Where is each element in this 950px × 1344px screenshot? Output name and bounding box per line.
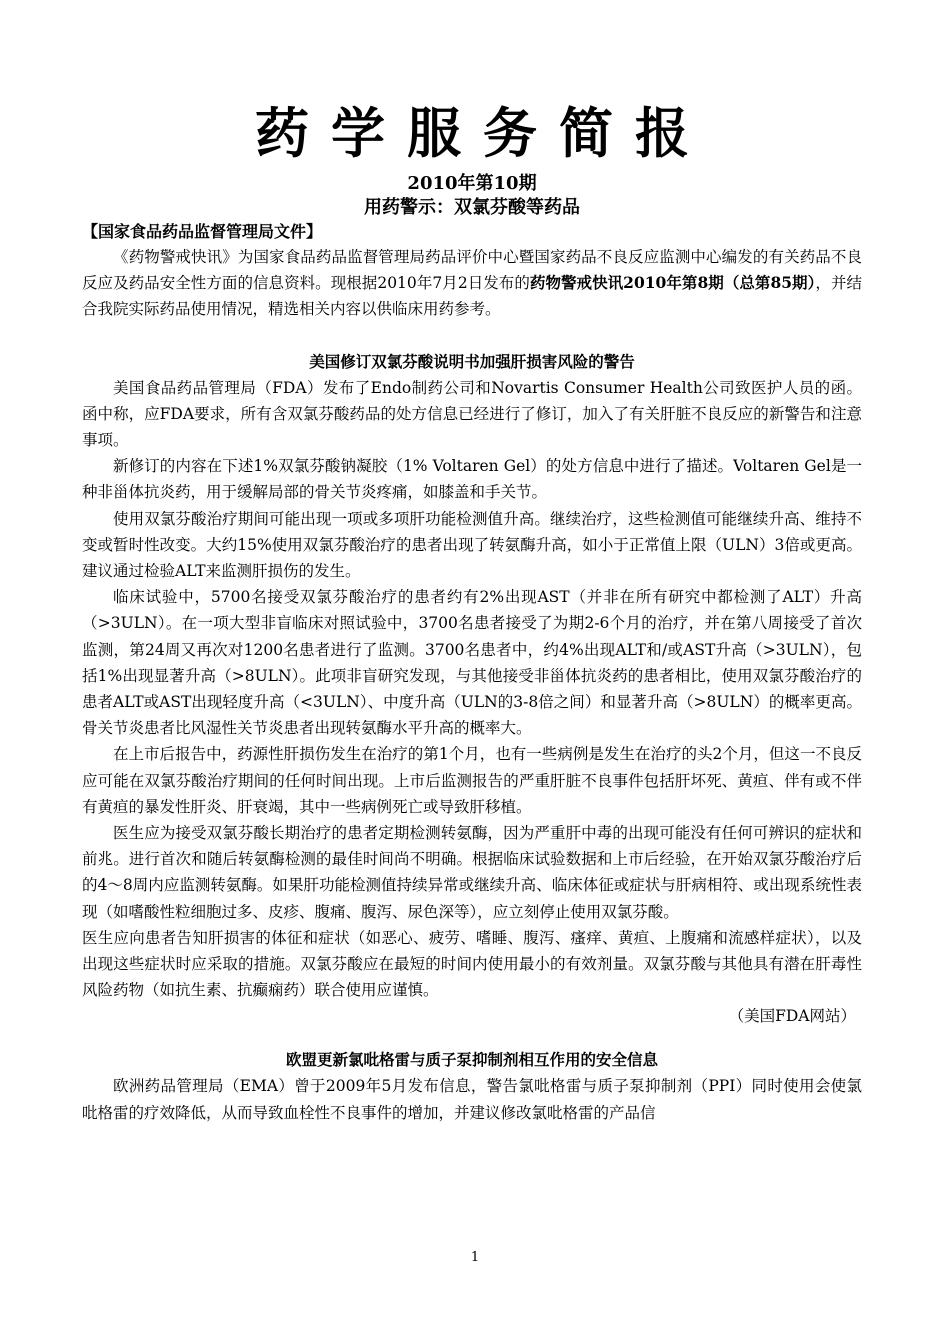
document-page xyxy=(82,98,862,1126)
section1-last-paragraph: 医生应向患者告知肝损害的体征和症状（如恶心、疲劳、嗜睡、腹泻、瘙痒、黄疸、上腹痛和流感样症状），以及出现这些症状时应采取的措施。双氯芬酸应在最短的时间内使用最小的有效剂量。双氯芬酸与其他具有潜在肝毒性风险药物（如抗生素、抗癫痫药）联合使用应谨慎。 xyxy=(82,928,862,1000)
section1-paragraph: 使用双氯芬酸治疗期间可能出现一项或多项肝功能检测值升高。继续治疗，这些检测值可能继续升高、维持不变或暂时性改变。大约15%使用双氯芬酸治疗的患者出现了转氨酶升高，如小于正常值上限（ULN）3倍或更高。建议通过检验ALT来监测肝损伤的发生。 xyxy=(82,509,862,581)
section1-source: （美国FDA网站） xyxy=(728,1007,856,1026)
section2-paragraph: 欧洲药品管理局（EMA）曾于2009年5月发布信息，警告氯吡格雷与质子泵抑制剂（PPI）同时使用会使氯吡格雷的疗效降低，从而导致血栓性不良事件的增加，并建议修改氯吡格雷的产品信 xyxy=(82,1077,862,1122)
intro-paragraph xyxy=(82,244,862,323)
issue-number: 2010年第10期 xyxy=(407,173,537,194)
intro-text-2: ，并结合我院实际药品使用情况，精选相关内容以供临床用药参考。 xyxy=(82,274,862,319)
page-number: 1 xyxy=(470,1250,480,1265)
intro-bold-reference: 药物警戒快讯2010年第8期（总第85期） xyxy=(529,273,816,293)
page-subtitle: 用药警示：双氯芬酸等药品 xyxy=(364,197,580,218)
section2-heading: 欧盟更新氯吡格雷与质子泵抑制剂相互作用的安全信息 xyxy=(285,1050,658,1070)
intro-text-1: 《药物警戒快讯》为国家食品药品监督管理局药品评价中心暨国家药品不良反应监测中心编发的有关药品不良反应及药品安全性方面的信息资料。现根据2010年7月2日发布的 xyxy=(82,248,862,293)
source-label: 【国家食品药品监督管理局文件】 xyxy=(82,222,323,241)
section1-paragraph: 新修订的内容在下述1%双氯芬酸钠凝胶（1% Voltaren Gel）的处方信息中进行了描述。Voltaren Gel是一种非甾体抗炎药，用于缓解局部的骨关节炎疼痛，如膝盖和手关节。 xyxy=(82,457,862,502)
section1-heading: 美国修订双氯芬酸说明书加强肝损害风险的警告 xyxy=(309,351,635,371)
section1-paragraph: 美国食品药品管理局（FDA）发布了Endo制药公司和Novartis Consumer Health公司致医护人员的函。函中称，应FDA要求，所有含双氯芬酸药品的处方信息已经进行了修订，加入了有关肝脏不良反应的新警告和注意事项。 xyxy=(82,378,862,450)
section1-paragraph: 医生应为接受双氯芬酸长期治疗的患者定期检测转氨酶，因为严重肝中毒的出现可能没有任何可辨识的症状和前兆。进行首次和随后转氨酶检测的最佳时间尚不明确。根据临床试验数据和上市后经验，在开始双氯芬酸治疗后的4～8周内应监测转氨酶。如果肝功能检测值持续异常或继续升高、临床体征或症状与肝病相符、或出现系统性表现（如嗜酸性粒细胞过多、皮疹、腹痛、腹泻、尿色深等），应立刻停止使用双氯芬酸。 xyxy=(82,824,862,921)
page-title: 药学服务简报 xyxy=(255,101,711,165)
section1-paragraph: 临床试验中，5700名接受双氯芬酸治疗的患者约有2%出现AST（并非在所有研究中都检测了ALT）升高（>3ULN）。在一项大型非盲临床对照试验中，3700名患者接受了为期2-6个月的治疗，并在第八周接受了首次监测，第24周又再次对1200名患者进行了监测。3700名患者中，约4%出现ALT和/或AST升高（>3ULN），包括1%出现显著升高（>8ULN）。此项非盲研究发现，与其他接受非甾体抗炎药的患者相比，使用双氯芬酸治疗的患者ALT或AST出现轻度升高（<3ULN）、中度升高（ULN的3-8倍之间）和显著升高（>8ULN）的概率更高。骨关节炎患者比风湿性关节炎患者出现转氨酶水平升高的概率大。 xyxy=(82,588,862,738)
section1-paragraph: 在上市后报告中，药源性肝损伤发生在治疗的第1个月，也有一些病例是发生在治疗的头2个月，但这一不良反应可能在双氯芬酸治疗期间的任何时间出现。上市后监测报告的严重肝脏不良事件包括肝坏死、黄疸、伴有或不伴有黄疸的暴发性肝炎、肝衰竭，其中一些病例死亡或导致肝移植。 xyxy=(82,745,862,816)
